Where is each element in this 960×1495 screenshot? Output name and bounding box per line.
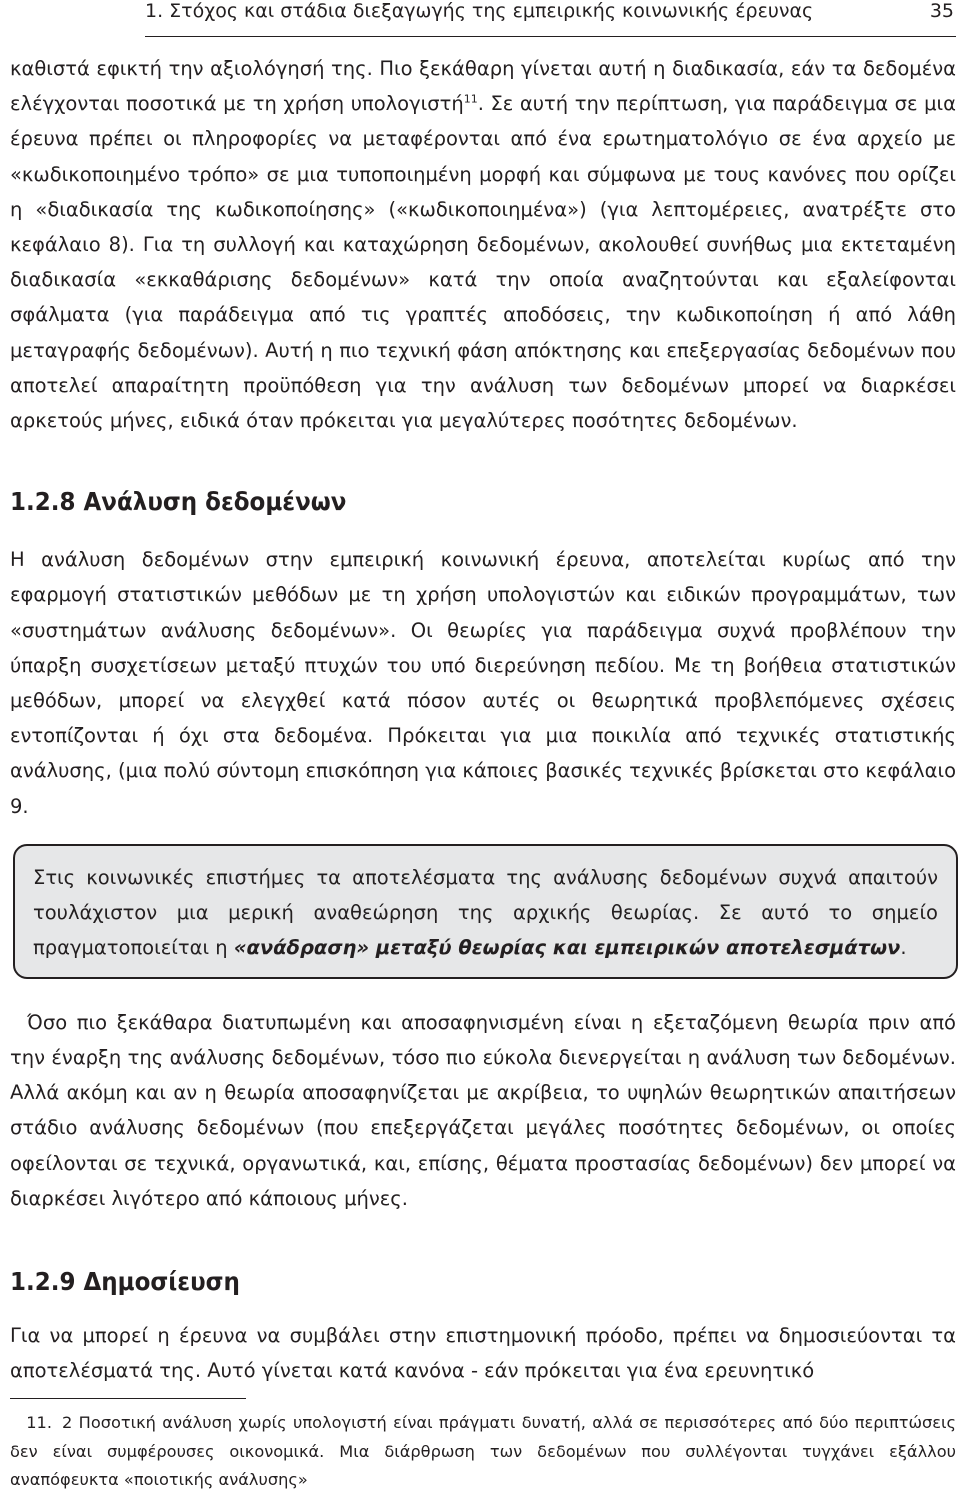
paragraph-data-processing bbox=[10, 51, 956, 438]
callout-text bbox=[33, 860, 938, 965]
paragraph-text: καθιστά εφικτή την αξιολόγησή της. Πιο ξεκάθαρη γίνεται αυτή η διαδικασία, εάν τα δεδομένα ελέγχονται ποσοτικά με τη χρήση υπολογιστή bbox=[10, 57, 956, 116]
paragraph-text: . Σε αυτή την περίπτωση, για παράδειγμα σε μια έρευνα πρέπει οι πληροφορίες να μεταφέρονται από ένα ερωτηματολόγιο σε ένα αρχείο με «κωδικοποιημένο τρόπο» σε μια τυποποιημένη μορφή και σύμφωνα με τους κανόνες που ορίζει η «διαδικασία της κωδικοποίησης» («κωδικοποιημένα») (για λεπτομέρειες, ανατρέξτε στο κεφάλαιο 8). Για τη συλλογή και καταχώρηση δεδομένων, ακολουθεί συνήθως μια εκτεταμένη διαδικασία «εκκαθάρισης δεδομένων» κατά την οποία αναζητούνται και εξαλείφονται σφάλματα (για παράδειγμα από τις γραπτές αποδόσεις, την κωδικοποίηση ή από λάθη μεταγραφής δεδομένων). Αυτή η πιο τεχνική φάση απόκτησης και επεξεργασίας δεδομένων που αποτελεί απαραίτητη προϋπόθεση για την ανάλυση των δεδομένων μπορεί να διαρκέσει αρκετούς μήνες, ειδικά όταν πρόκειται για μεγαλύτερες ποσότητες δεδομένων. bbox=[10, 92, 956, 433]
paragraph-data-analysis: Η ανάλυση δεδομένων στην εμπειρική κοινωνική έρευνα, αποτελείται κυρίως από την εφαρμογή στατιστικών μεθόδων με τη χρήση υπολογιστών και ειδικών προγραμμάτων, των «συστημάτων ανάλυσης δεδομένων». Οι θεωρίες για παράδειγμα συχνά προβλέπουν την ύπαρξη συσχετίσεων μεταξύ πτυχών του υπό διερεύνηση πεδίου. Με τη βοήθεια στατιστικών μεθόδων, μπορεί να ελεγχθεί κατά πόσον αυτές οι θεωρητικά προβλεπόμενες σχέσεις εντοπίζονται ή όχι στα δεδομένα. Πρόκειται για μια ποικιλία από τεχνικές στατιστικής ανάλυσης, (μια πολύ σύντομη επισκόπηση για κάποιες βασικές τεχνικές βρίσκεται στο κεφάλαιο 9. bbox=[10, 548, 956, 818]
page-number: 35 bbox=[929, 0, 954, 22]
footnote-divider bbox=[10, 1398, 246, 1399]
footnote bbox=[10, 1409, 956, 1495]
callout-emphasis: «ανάδραση» μεταξύ θεωρίας και εμπειρικών αποτελεσμάτων bbox=[233, 935, 901, 959]
paragraph-publication: Για να μπορεί η έρευνα να συμβάλει στην επιστημονική πρόοδο, πρέπει να δημοσιεύονται τα αποτελέσματά της. Αυτό γίνεται κατά κανόνα - εάν πρόκειται για ένα ερευνητικό bbox=[10, 1324, 956, 1383]
footnote-reference[interactable]: 11 bbox=[463, 92, 478, 106]
running-header bbox=[145, 0, 956, 37]
section-heading-data-analysis: 1.2.8 Ανάλυση δεδομένων bbox=[10, 487, 347, 517]
callout-text-part: . bbox=[900, 935, 907, 959]
section-heading-publication: 1.2.9 Δημοσίευση bbox=[10, 1267, 240, 1297]
footnote-number: 11. bbox=[26, 1413, 52, 1432]
footnote-text: 2 Ποσοτική ανάλυση χωρίς υπολογιστή είναι πράγματι δυνατή, αλλά σε περισσότερες από δύο περιπτώσεις δεν είναι συμφέρουσες οικονομικά. Μια διάρθρωση των δεδομένων που συλλέγονται τυγχάνει εξάλλου αναπόφευκτα «ποιοτικής ανάλυσης» bbox=[10, 1413, 956, 1490]
callout-box bbox=[13, 844, 958, 979]
callout-text-part: Στις κοινωνικές επιστήμες τα αποτελέσματα της ανάλυσης δεδομένων συχνά απαιτούν τουλάχιστον μια μερική αναθεώρηση της αρχικής θεωρίας. Σε αυτό το σημείο πραγματοποιείται η bbox=[33, 865, 938, 959]
paragraph-theory-clarity: Όσο πιο ξεκάθαρα διατυπωμένη και αποσαφηνισμένη είναι η εξεταζόμενη θεωρία πριν από την έναρξη της ανάλυσης δεδομένων, τόσο πιο εύκολα διενεργείται η ανάλυση των δεδομένων. Αλλά ακόμη και αν η θεωρία αποσαφηνίζεται με ακρίβεια, το υψηλών θεωρητικών απαιτήσεων στάδιο ανάλυσης δεδομένων (που επεξεργάζεται μεγάλες ποσότητες δεδομένων, οι οποίες οφείλονται σε τεχνικά, οργανωτικά, και, επίσης, θέματα προστασίας δεδομένων) δεν μπορεί να διαρκέσει λιγότερο από κάποιους μήνες. bbox=[10, 1010, 956, 1210]
book-page bbox=[10, 0, 956, 1490]
chapter-title: 1. Στόχος και στάδια διεξαγωγής της εμπειρικής κοινωνικής έρευνας bbox=[145, 0, 814, 22]
